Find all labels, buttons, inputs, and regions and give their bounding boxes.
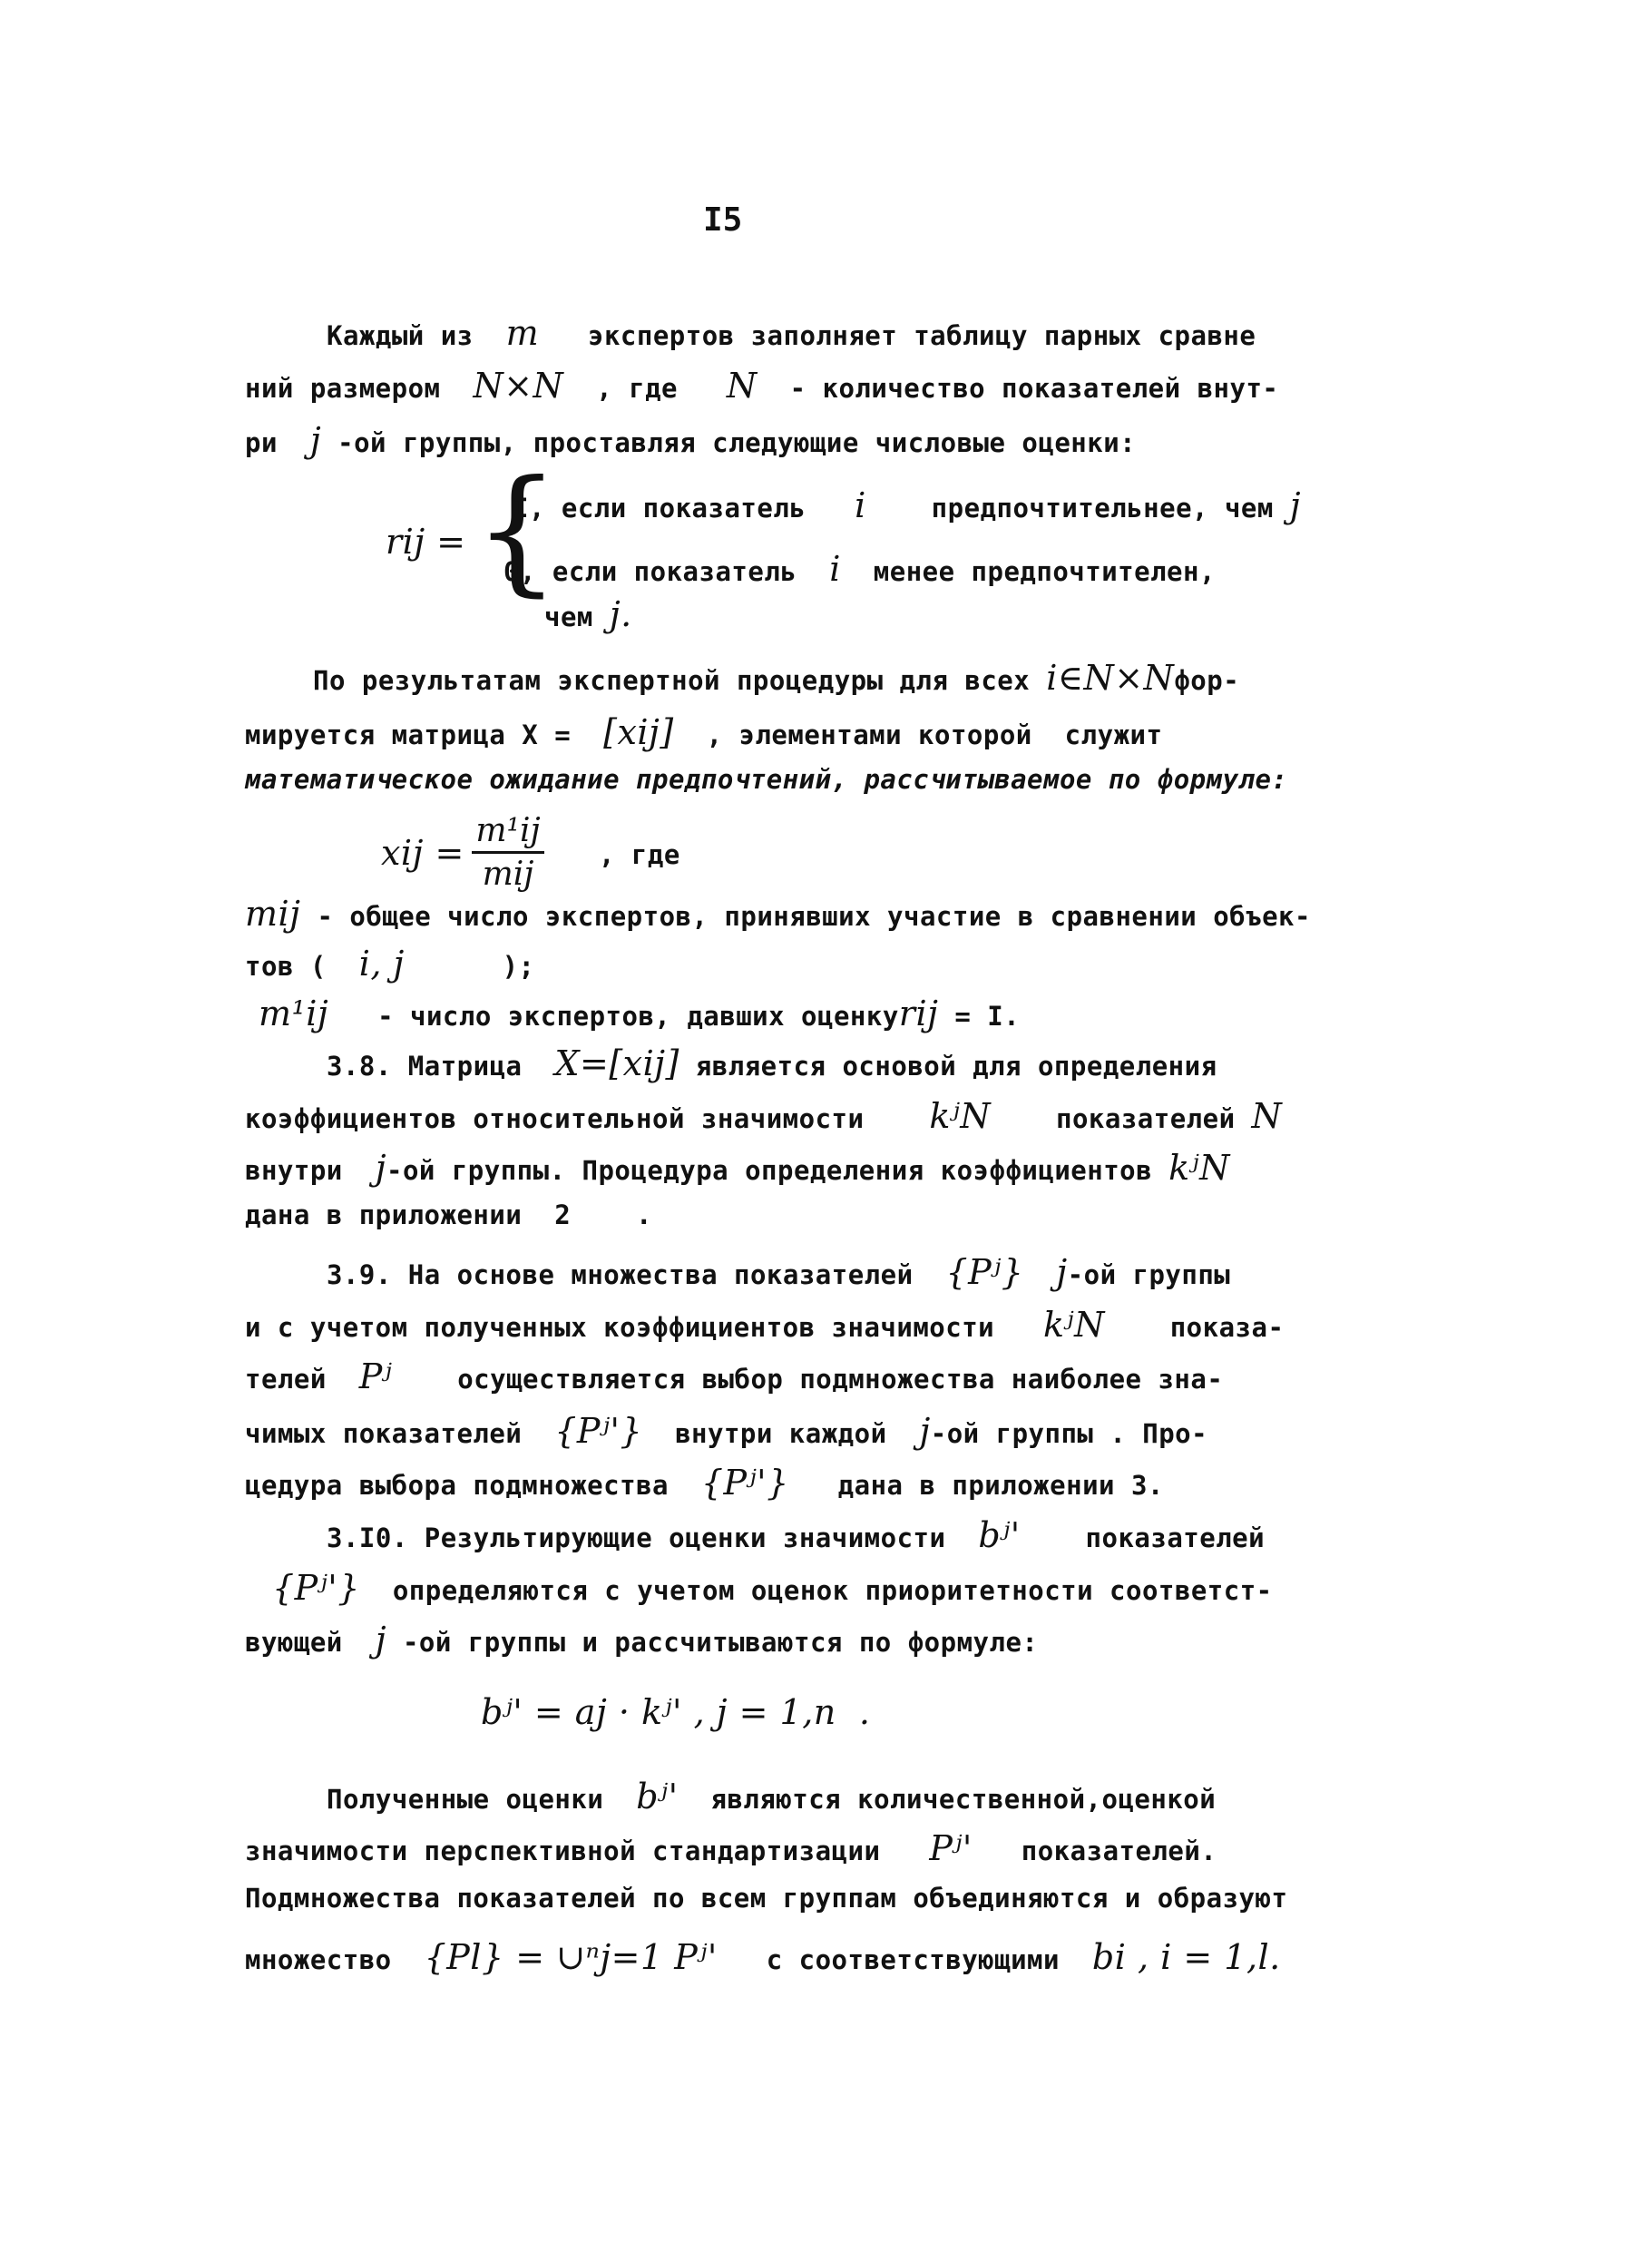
text-line: вующей j -ой группы и рассчитываются по формуле: <box>245 1620 1039 1660</box>
fraction-numerator: m¹ij <box>475 812 541 849</box>
text-line: значимости перспективной стандартизации Pʲ' показателей. <box>245 1828 1217 1868</box>
text-line: мируется матрица X = [xij] , элементами которой служит <box>245 712 1163 752</box>
text-line: цедура выбора подмножества {Pʲ'} дана в приложении 3. <box>245 1463 1164 1503</box>
text-line: По результатам экспертной процедуры для всех i∈N×Nфор- <box>313 658 1240 698</box>
text-line: mij - общее число экспертов, принявших участие в сравнении объек- <box>245 894 1311 934</box>
text-line: Подмножества показателей по всем группам объединяются и образуют <box>245 1883 1288 1914</box>
text-line: , где <box>599 839 680 870</box>
text-line: 3.I0. Результирующие оценки значимости bʲ' показателей <box>327 1515 1266 1555</box>
formula-lhs: rij = <box>386 522 466 562</box>
case-line: I, если показатель i предпочтительнее, чем j <box>513 485 1302 525</box>
text-line: дана в приложении 2 . <box>245 1199 652 1230</box>
text-line: чимых показателей {Pʲ'} внутри каждой j-ой группы . Про- <box>245 1411 1208 1451</box>
text-line: ри j -ой группы, проставляя следующие числовые оценки: <box>245 420 1137 460</box>
fraction <box>472 812 544 893</box>
text-line: телей Pʲ осуществляется выбор подмножества наиболее зна- <box>245 1356 1224 1396</box>
formula: bʲ' = aj · kʲ' , j = 1,n . <box>481 1692 871 1732</box>
formula-lhs: xij = <box>381 833 464 873</box>
text-line: коэффициентов относительной значимости kʲN показателей N <box>245 1096 1283 1136</box>
text-line: {Pʲ'} определяются с учетом оценок приоритетности соответст- <box>272 1568 1273 1608</box>
text-line: Каждый из m экспертов заполняет таблицу парных сравне <box>327 313 1256 353</box>
text-line: внутри j-ой группы. Процедура определения коэффициентов kʲN <box>245 1148 1230 1188</box>
brace-icon: { <box>474 452 561 610</box>
text-line: Полученные оценки bʲ' являются количественной,оценкой <box>327 1777 1217 1816</box>
case-line: 0, если показатель i менее предпочтителен, <box>503 549 1216 589</box>
text-line: m¹ij - число экспертов, давших оценкуrij = I. <box>259 994 1021 1033</box>
text-line: множество {Pl} = ∪ⁿj=1 Pʲ' с соответствующими bi , i = 1,l. <box>245 1937 1281 1977</box>
page-number: I5 <box>703 201 743 239</box>
fraction-bar <box>472 851 544 854</box>
text-line: тов ( i, j ); <box>245 944 535 984</box>
text-line: 3.8. Матрица X=[xij] является основой для определения <box>327 1043 1217 1083</box>
case-line: чем j. <box>544 594 632 634</box>
fraction-denominator: mij <box>482 856 534 893</box>
text-line: ний размером N×N , где N - количество показателей внут- <box>245 366 1279 406</box>
text-line: математическое ожидание предпочтений, рассчитываемое по формуле: <box>245 764 1288 795</box>
text-line: и с учетом полученных коэффициентов значимости kʲN показа- <box>245 1305 1285 1345</box>
text-line: 3.9. На основе множества показателей {Pʲ} j-ой группы <box>327 1252 1231 1292</box>
